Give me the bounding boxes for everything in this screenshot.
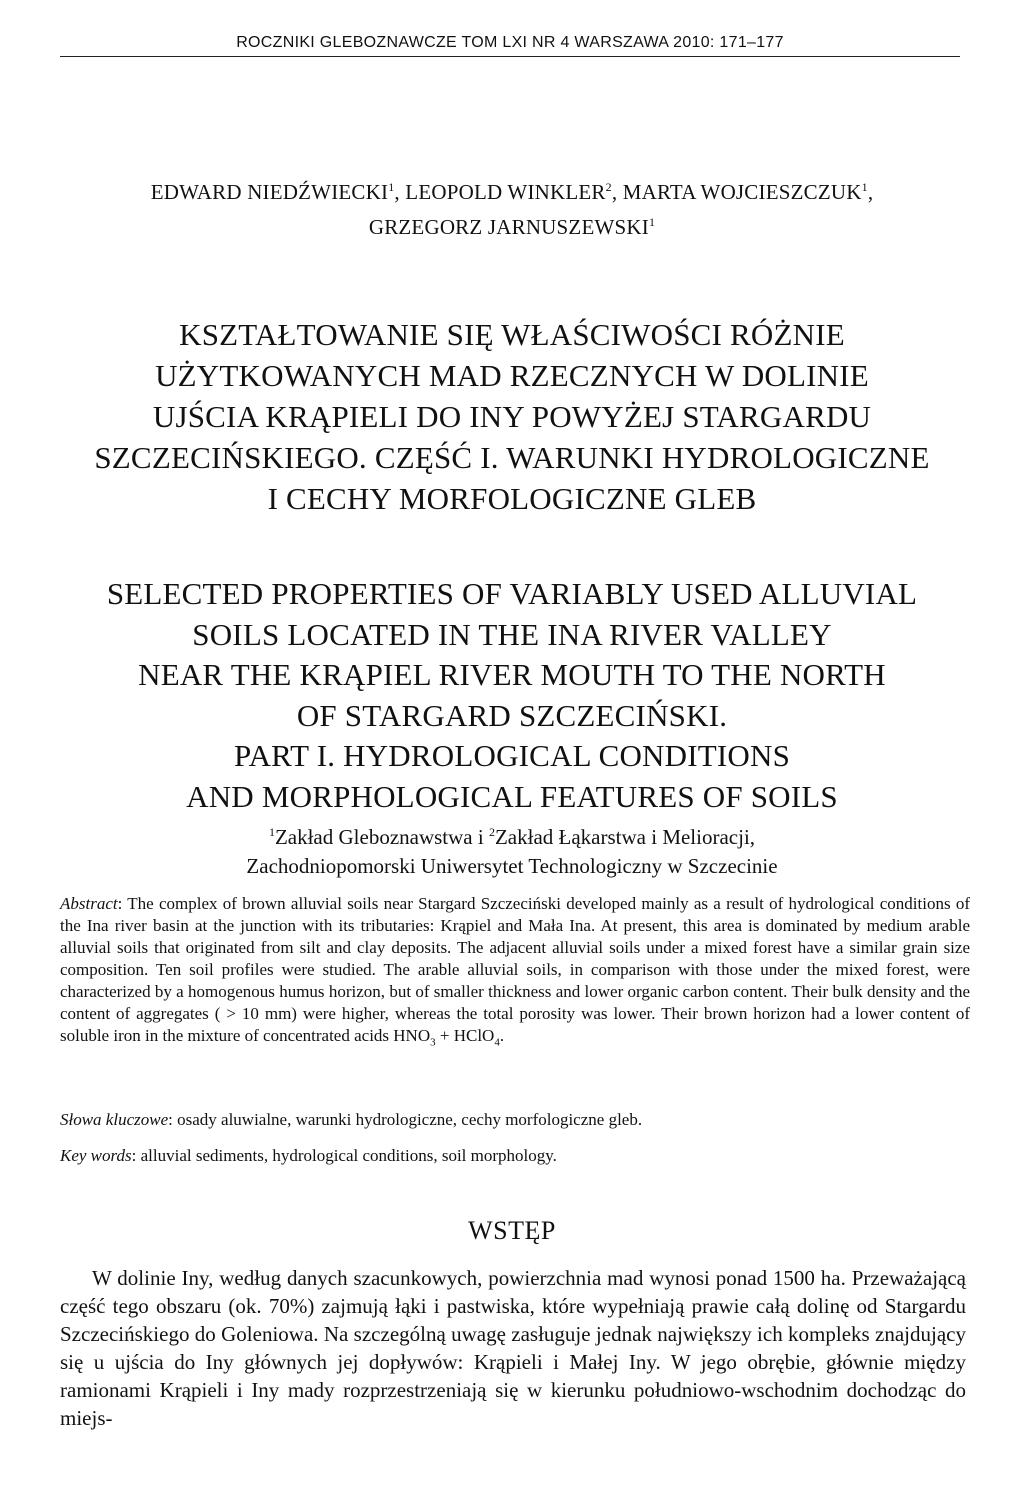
author-line-2 (40, 207, 984, 242)
chem-subscript: 4 (494, 1036, 500, 1049)
keywords-en-text: : alluvial sediments, hydrological conditions, soil morphology. (131, 1146, 557, 1165)
keywords-pl-text: : osady aluwialne, warunki hydrologiczne, cechy morfologiczne gleb. (168, 1110, 643, 1129)
affiliation (60, 818, 964, 881)
title-en-line: OF STARGARD SZCZECIŃSKI. (296, 697, 728, 733)
section-heading: WSTĘP (468, 1216, 556, 1245)
affiliation-university: Zachodniopomorski Uniwersytet Technologiczny w Szczecinie (246, 854, 778, 878)
title-en-line: PART I. HYDROLOGICAL CONDITIONS (233, 738, 791, 773)
keywords-english (60, 1145, 970, 1167)
affiliation-marker: 1 (388, 180, 395, 194)
author-name: EDWARD NIEDŹWIECKI (150, 180, 389, 204)
keywords-pl-label: Słowa kluczowe (60, 1110, 169, 1129)
title-english (30, 574, 994, 817)
title-pl-line: I CECHY MORFOLOGICZNE GLEB (267, 481, 757, 516)
title-polish (30, 314, 994, 519)
body-paragraph: W dolinie Iny, według danych szacunkowych, powierzchnia mad wynosi ponad 1500 ha. Przeważającą część tego obszaru (ok. 70%) zajmują łąki i pastwiska, które wypełniają prawie całą dolinę od Stargardu Szczecińskiego do Goleniowa. Na szczególną uwagę zasługuje jednak największy ich kompleks znajdujący się u ujścia do Iny głównych jej dopływów: Krąpieli i Małej Iny. W jego obrębie, głównie między ramionami Krąpieli i Iny mady rozprzestrzeniają się w kierunku południowo-wschodnim dochodząc do miejs- (60, 1266, 966, 1430)
affiliation-marker: 1 (648, 215, 656, 229)
author-name: , LEOPOLD WINKLER (394, 180, 606, 204)
affiliation-marker: 2 (488, 825, 495, 839)
keywords-en-label: Key words (60, 1146, 132, 1165)
affiliation-unit: Zakład Gleboznawstwa i (274, 825, 489, 849)
title-en-line: NEAR THE KRĄPIEL RIVER MOUTH TO THE NORTH (138, 657, 886, 692)
title-pl-line: SZCZECIŃSKIEGO. CZĘŚĆ I. WARUNKI HYDROLOGICZNE (94, 440, 930, 475)
abstract (60, 893, 970, 1053)
author-separator: , (867, 180, 874, 204)
abstract-text: : The complex of brown alluvial soils near Stargard Szczeciński developed mainly as a result of hydrological conditions of the Ina river basin at the junction with its tributaries: Krąpiel and Mała Ina. At present, this area is dominated by medium arable alluvial soils that originated from silt and clay deposits. The adjacent alluvial soils under a mixed forest have a similar grain size composition. Ten soil profiles were studied. The arable alluvial soils, in comparison with those under the mixed forest, were characterized by a homogenous humus horizon, but of smaller thickness and lower organic carbon content. Their bulk density and the content of aggregates ( > 10 mm) were higher, whereas the total porosity was lower. Their brown horizon had a lower content of soluble iron in the mixture of concentrated acids HNO (60, 894, 970, 1045)
abstract-text: . (499, 1026, 505, 1045)
author-list (40, 172, 984, 242)
abstract-text: + HClO (435, 1026, 495, 1045)
author-name: , MARTA WOJCIESZCZUK (611, 180, 862, 204)
title-en-line: AND MORPHOLOGICAL FEATURES OF SOILS (186, 778, 838, 814)
title-pl-line: KSZTAŁTOWANIE SIĘ WŁAŚCIWOŚCI RÓŻNIE (179, 317, 845, 352)
affiliation-units (60, 818, 964, 852)
title-en-line: SOILS LOCATED IN THE INA RIVER VALLEY (192, 616, 832, 652)
author-name: GRZEGORZ JARNUSZEWSKI (368, 215, 649, 239)
body-text (60, 1264, 966, 1432)
title-en-line: SELECTED PROPERTIES OF VARIABLY USED ALLUVIAL (106, 576, 918, 611)
affiliation-marker: 1 (268, 825, 275, 839)
title-pl-line: UŻYTKOWANYCH MAD RZECZNYCH W DOLINIE (155, 358, 869, 393)
affiliation-marker: 1 (861, 180, 868, 194)
running-head: ROCZNIKI GLEBOZNAWCZE TOM LXI NR 4 WARSZAWA 2010: 171–177 (60, 34, 960, 57)
chem-subscript: 3 (430, 1036, 436, 1049)
author-line-1 (40, 172, 984, 207)
abstract-label: Abstract (60, 894, 118, 913)
title-pl-line: UJŚCIA KRĄPIELI DO INY POWYŻEJ STARGARDU (152, 399, 872, 434)
affiliation-marker: 2 (605, 180, 612, 194)
keywords-polish (60, 1109, 970, 1131)
affiliation-unit: Zakład Łąkarstwa i Melioracji, (494, 825, 756, 849)
